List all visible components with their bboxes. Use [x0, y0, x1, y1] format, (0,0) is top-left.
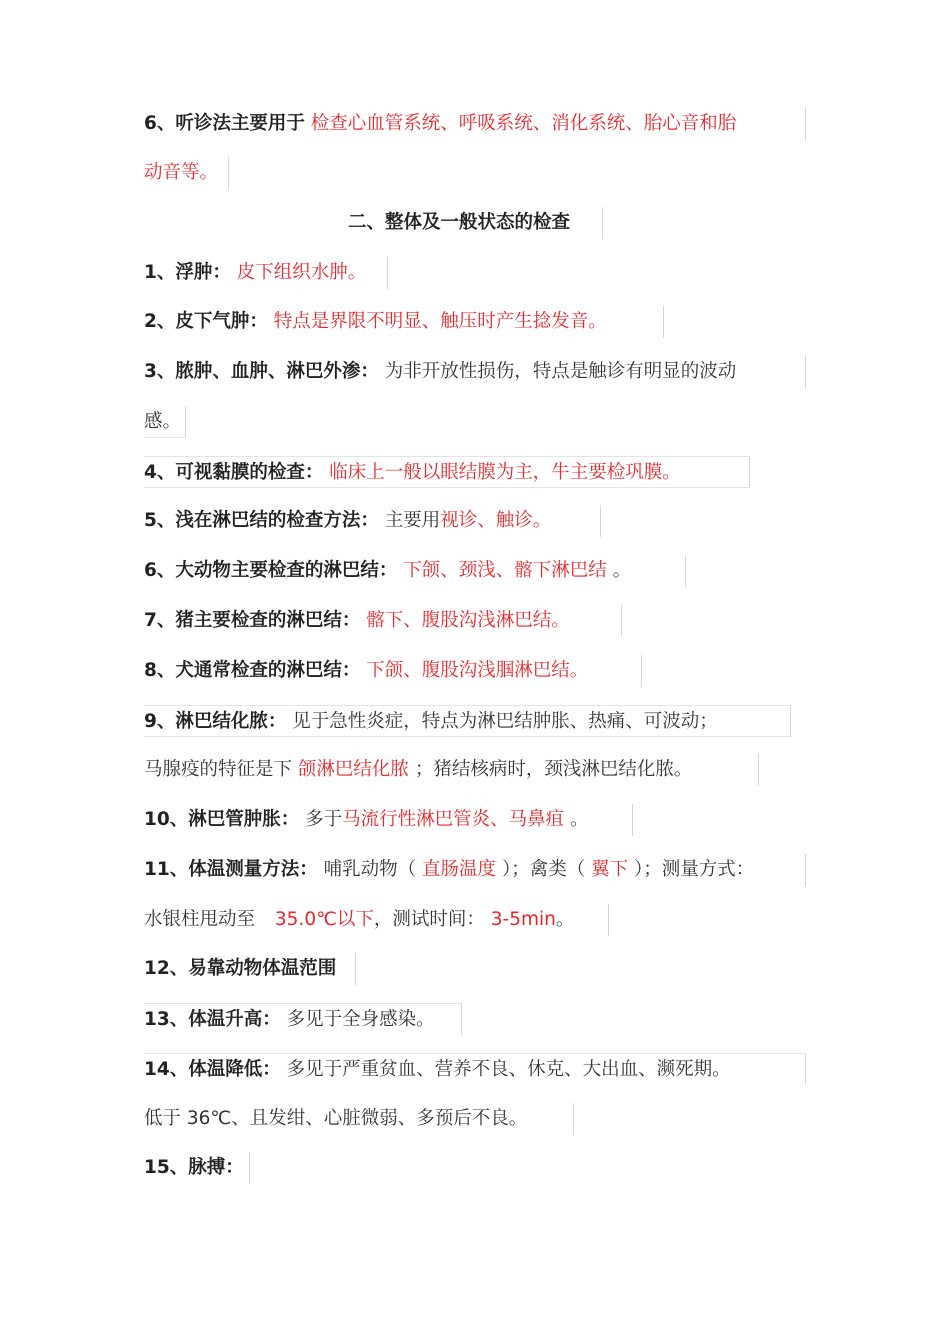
- item-11-answer-4: 3-5min: [490, 909, 556, 930]
- item-9-label: 9、淋巴结化脓：: [144, 711, 287, 732]
- item-8-label: 8、犬通常检查的淋巴结：: [144, 660, 361, 681]
- item-3-text-cont: 感。: [144, 411, 182, 432]
- item-10-answer: 马流行性淋巴管炎、马鼻疽: [342, 809, 565, 830]
- item-5-answer: 视诊、触诊。: [440, 510, 552, 531]
- item-3-line-2: [144, 406, 186, 438]
- item-5-text: 主要用: [384, 510, 441, 531]
- item-14-line-1: [144, 1053, 806, 1085]
- item-7-line: [144, 605, 622, 637]
- item-11-text-2: ）；禽类（: [501, 859, 586, 880]
- item-5-line: [144, 505, 601, 537]
- item-13-line: [144, 1003, 462, 1035]
- item-3-line-1: [144, 356, 806, 388]
- item-9-text: 见于急性炎症，特点为淋巴结肿胀、热痛、可波动；: [292, 711, 718, 732]
- item-4-line: [144, 456, 750, 488]
- item-13-text: 多见于全身感染。: [286, 1009, 435, 1030]
- q6-listen-answer: 检查心血管系统、呼吸系统、消化系统、胎心音和胎: [310, 113, 737, 134]
- item-15-label: 15、脉搏：: [144, 1157, 244, 1178]
- item-3-label: 3、脓肿、血肿、淋巴外渗：: [144, 361, 379, 382]
- item-14-text-cont: 低于 36℃、且发绀、心脏微弱、多预后不良。: [144, 1108, 528, 1129]
- item-9-text-2a: 马腺疫的特征是下: [144, 759, 293, 780]
- item-11-line-2: [144, 904, 609, 936]
- item-11-label: 11、体温测量方法：: [144, 859, 318, 880]
- item-12-label: 12、易靠动物体温范围: [144, 958, 337, 979]
- item-5-label: 5、浅在淋巴结的检查方法：: [144, 510, 379, 531]
- item-13-label: 13、体温升高：: [144, 1009, 281, 1030]
- item-9-text-2b: ；猪结核病时，颈浅淋巴结化脓。: [414, 759, 693, 780]
- item-9-answer: 颌淋巴结化脓: [297, 759, 409, 780]
- section-heading: 二、整体及一般状态的检查: [348, 207, 603, 239]
- item-7-answer: 髂下、腹股沟浅淋巴结。: [366, 610, 570, 631]
- item-14-text: 多见于严重贫血、营养不良、休克、大出血、濒死期。: [286, 1059, 731, 1080]
- item-2-line: [144, 306, 664, 338]
- item-10-text: 多于: [305, 809, 343, 830]
- item-11-text-6: 。: [555, 909, 575, 930]
- item-2-answer: 特点是界限不明显、触压时产生捻发音。: [273, 311, 607, 332]
- item-11-text-1: 哺乳动物（: [323, 859, 417, 880]
- item-6-answer: 下颌、颈浅、髂下淋巴结: [403, 560, 607, 581]
- item-10-tail: 。: [570, 809, 589, 830]
- q6-listen-answer-cont: 动音等。: [144, 162, 219, 183]
- item-6-label: 6、大动物主要检查的淋巴结：: [144, 560, 398, 581]
- item-3-text: 为非开放性损伤，特点是触诊有明显的波动: [384, 361, 737, 382]
- item-12-line: [144, 953, 356, 985]
- item-2-label: 2、皮下气肿：: [144, 311, 268, 332]
- item-1-line: [144, 257, 388, 289]
- item-8-line: [144, 655, 642, 687]
- item-6-tail: 。: [612, 560, 632, 581]
- item-9-line-1: [144, 705, 791, 737]
- item-14-line-2: [144, 1103, 574, 1135]
- item-11-answer-3: 35.0℃以下: [274, 909, 374, 930]
- q6-listen-line-2: [144, 157, 229, 189]
- item-15-line: [144, 1152, 250, 1184]
- item-8-answer: 下颌、腹股沟浅腘淋巴结。: [366, 660, 589, 681]
- item-6-line: [144, 555, 686, 587]
- q6-listen-line-1: [144, 108, 806, 140]
- item-11-answer-1: 直肠温度: [422, 859, 497, 880]
- item-11-text-3: ）；测量方式：: [634, 859, 755, 880]
- q6-listen-label: 6、听诊法主要用于: [144, 113, 305, 134]
- item-11-text-5: ，测试时间：: [373, 909, 485, 930]
- item-11-answer-2: 翼下: [591, 859, 629, 880]
- item-4-answer: 临床上一般以眼结膜为主，牛主要检巩膜。: [329, 462, 681, 483]
- item-11-line-1: [144, 854, 806, 886]
- item-10-line: [144, 804, 633, 836]
- item-1-answer: 皮下组织水肿。: [236, 262, 367, 283]
- item-11-text-4: 水银柱甩动至: [144, 909, 256, 930]
- item-9-line-2: [144, 754, 759, 786]
- item-4-label: 4、可视黏膜的检查：: [144, 462, 324, 483]
- item-1-label: 1、浮肿：: [144, 262, 231, 283]
- item-14-label: 14、体温降低：: [144, 1059, 281, 1080]
- item-10-label: 10、淋巴管肿胀：: [144, 809, 300, 830]
- item-7-label: 7、猪主要检查的淋巴结：: [144, 610, 361, 631]
